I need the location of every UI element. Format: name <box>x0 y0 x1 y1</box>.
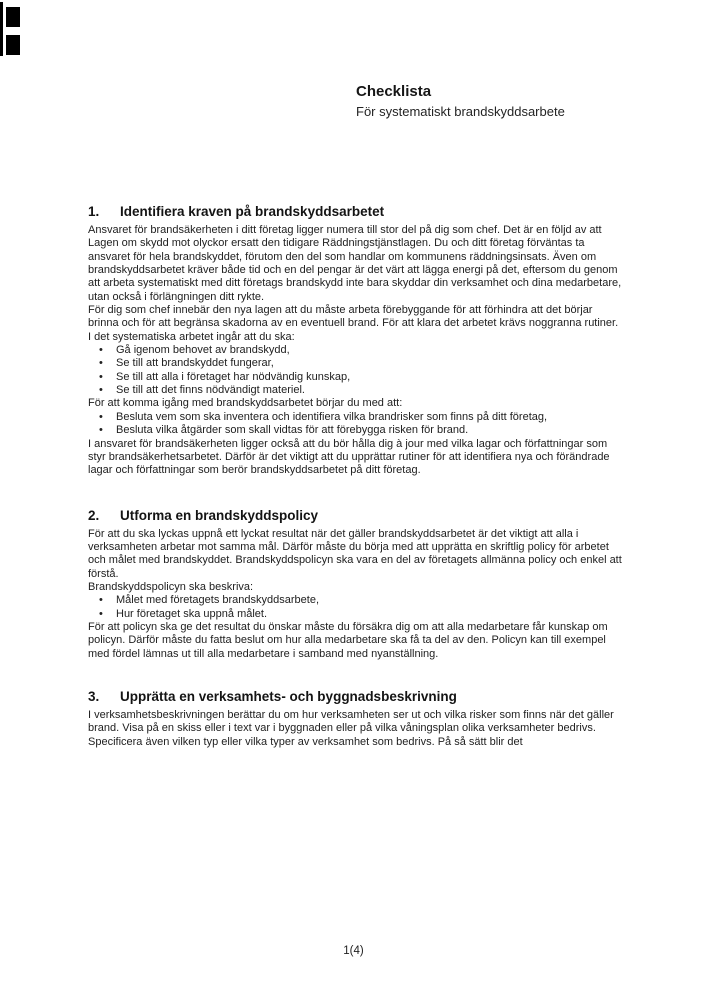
scan-artifact-edge-line <box>0 2 3 56</box>
bullet-list <box>88 594 626 621</box>
list-item: • Besluta vem som ska inventera och identifiera vilka brandrisker som finns på ditt företag, <box>88 411 626 424</box>
document-body <box>88 204 626 749</box>
section-3-title: Upprätta en verksamhets- och byggnadsbeskrivning <box>120 688 457 704</box>
section-3-heading <box>88 689 626 705</box>
section-2-title: Utforma en brandskyddspolicy <box>120 507 319 523</box>
section-1-heading <box>88 204 626 220</box>
bullet-list <box>88 344 626 397</box>
section-1-number: 1. <box>88 204 100 219</box>
section-2-heading <box>88 508 626 524</box>
section-3-number: 3. <box>88 688 100 704</box>
paragraph: För dig som chef innebär den nya lagen att du måste arbeta förebyggande för att förhindra att det börjar brinna och för att begränsa skadorna av en eventuell brand. För att klara det arbetet krävs noggranna rutiner. <box>88 304 619 330</box>
bullet-list <box>88 411 626 438</box>
document-subtitle: För systematiskt brandskyddsarbete <box>356 104 565 119</box>
list-item: • Gå igenom behovet av brandskydd, <box>88 344 626 357</box>
list-item: • Målet med företagets brandskyddsarbete, <box>88 594 626 607</box>
paragraph: Ansvaret för brandsäkerheten i ditt företag ligger numera till stor del på dig som chef. Det är en följd av att Lagen om skydd mot olyckor ersatt den tidigare Räddningstjänstlagen. Du och ditt företag förväntas ta ansvaret för hela brandskyddet, förutom den del som handlar om kommunens räddningsinsats. Även om brandskyddsarbetet kräver både tid och en del pengar är det värt att lägga energi på det, eftersom du genom att arbeta systematiskt med ditt företags brandskydd inte bara skyddar din verksamhet och dina medarbetare, utan också i förlängningen ditt rykte. <box>88 224 622 303</box>
document-title: Checklista <box>356 83 432 100</box>
document-header <box>356 83 565 120</box>
list-item: • Se till att alla i företaget har nödvändig kunskap, <box>88 371 626 384</box>
list-item: • Se till att det finns nödvändigt materiel. <box>88 384 626 397</box>
paragraph: I verksamhetsbeskrivningen berättar du om hur verksamheten ser ut och vilka risker som finns när det gäller brand. Visa på en skiss eller i text var i byggnaden eller på vilka våningsplan olika verksamheter bedrivs. Specificera även vilken typ eller vilka typer av verksamhet som bedrivs. På så sätt blir det <box>88 708 614 748</box>
list-item: • Besluta vilka åtgärder som skall vidtas för att förebygga risken för brand. <box>88 424 626 437</box>
page-number: 1(4) <box>343 945 364 957</box>
section-1-title: Identifiera kraven på brandskyddsarbetet <box>120 204 385 219</box>
section-2-number: 2. <box>88 507 100 523</box>
paragraph: För att policyn ska ge det resultat du önskar måste du försäkra dig om att alla medarbetare får kunskap om policyn. Därför måste du fatta beslut om hur alla medarbetare ska få ta del av den. Policyn kan till exempel med fördel lämnas ut till alla medarbetare i samband med nyanställning. <box>88 620 608 660</box>
paragraph: I ansvaret för brandsäkerheten ligger också att du bör hålla dig à jour med vilka lagar och författningar som styr brandsäkerhetsarbetet. Därför är det viktigt att du upprättar rutiner för att identifiera nya och förändrade lagar och författningar som berör brandskyddsarbetet på ditt företag. <box>88 437 610 477</box>
list-item: • Se till att brandskyddet fungerar, <box>88 357 626 370</box>
list-item: • Hur företaget ska uppnå målet. <box>88 608 626 621</box>
paragraph: För att du ska lyckas uppnå ett lyckat resultat när det gäller brandskyddsarbetet är det viktigt att alla i verksamheten arbetar mot samma mål. Därför måste du börja med att upprätta en skriftlig policy för arbetet och målet med brandskyddet. Brandskyddspolicyn ska vara en del av företagets allmänna policy och enkel att förstå. <box>88 527 622 580</box>
scan-artifact-square-bottom <box>6 35 20 55</box>
paragraph: För att komma igång med brandskyddsarbetet börjar du med att: <box>88 397 403 410</box>
paragraph: Brandskyddspolicyn ska beskriva: <box>88 580 254 593</box>
scan-artifact-square-top <box>6 7 20 27</box>
paragraph: I det systematiska arbetet ingår att du ska: <box>88 330 295 343</box>
